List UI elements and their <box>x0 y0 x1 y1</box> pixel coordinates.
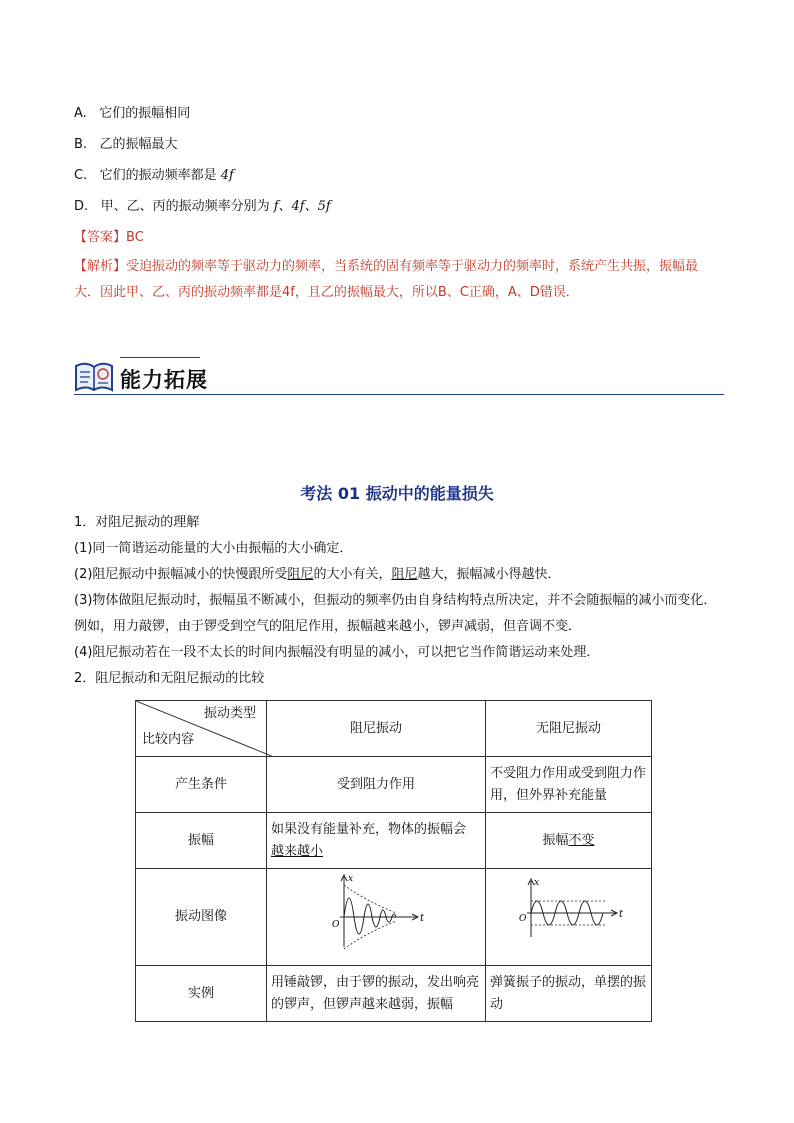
option-text: 它们的振幅相同 <box>99 106 191 121</box>
analysis-text: 受迫振动的频率等于驱动力的频率，当系统的固有频率等于驱动力的频率时，系统产生共振，振幅最大．因此甲、乙、丙的振动频率都是4f，且乙的振幅最大，所以B、C正确，A、D错误． <box>74 259 699 300</box>
row-label: 实例 <box>136 966 267 1022</box>
table-row <box>136 966 652 1022</box>
row-label: 振幅 <box>136 813 267 869</box>
analysis <box>74 254 724 306</box>
row-label: 振动图像 <box>136 869 267 966</box>
origin-label: O <box>332 920 340 930</box>
option-letter: B. <box>74 137 88 152</box>
cell-damped: 用锤敲锣，由于锣的振动，发出响亮的锣声，但锣声越来越弱，振幅 <box>267 966 486 1022</box>
section-title: 能力拓展 <box>120 368 208 392</box>
answer-value: BC <box>126 230 144 245</box>
method-item-1: (1)同一简谐运动能量的大小由振幅的大小确定． <box>74 541 353 556</box>
x-axis-label: t <box>420 913 425 924</box>
option-variable: f、4f、5f <box>273 199 331 214</box>
column-header-undamped: 无阻尼振动 <box>486 701 652 757</box>
table-row <box>136 869 652 966</box>
method-heading-1: 1．对阻尼振动的理解 <box>74 515 200 530</box>
option-text: 乙的振幅最大 <box>99 137 178 152</box>
answer-label: 【答案】 <box>74 230 127 245</box>
undamped-oscillation-graph <box>509 871 629 955</box>
option-letter: C. <box>74 168 88 183</box>
cell-text: 振幅 <box>542 832 569 848</box>
option-letter: A. <box>74 106 87 121</box>
corner-bottom-label: 比较内容 <box>142 732 195 747</box>
option-d <box>74 195 331 214</box>
cell-undamped: 弹簧振子的振动，单摆的振动 <box>486 966 652 1022</box>
corner-top-label: 振动类型 <box>204 706 257 721</box>
x-axis-label: t <box>618 909 623 920</box>
cell-text: 如果没有能量补充，物体的振幅会 <box>271 821 467 837</box>
cell-damped <box>267 813 486 869</box>
cell-underline: 越来越小 <box>271 843 324 859</box>
method-heading-2: 2．阻尼振动和无阻尼振动的比较 <box>74 671 265 686</box>
option-c <box>74 164 234 183</box>
option-text: 甲、乙、丙的振动频率分别为 <box>100 199 270 214</box>
cell-undamped <box>486 813 652 869</box>
y-axis-label: x <box>348 874 354 884</box>
damped-oscillation-graph <box>326 871 426 955</box>
y-axis-label: x <box>533 878 539 888</box>
method-title: 考法 01 振动中的能量损失 <box>300 484 494 503</box>
envelope-bottom <box>344 921 396 949</box>
table-header-row <box>136 701 652 757</box>
cell-undamped: 不受阻力作用或受到阻力作用，但外界补充能量 <box>486 757 652 813</box>
cell-damped-graph <box>267 869 486 966</box>
option-a <box>74 102 190 121</box>
table-row <box>136 813 652 869</box>
option-b <box>74 133 177 152</box>
option-variable: 4f <box>220 168 234 183</box>
column-header-damped: 阻尼振动 <box>267 701 486 757</box>
answer <box>74 226 144 245</box>
damped-curve <box>344 898 396 934</box>
method-item-2 <box>74 562 724 588</box>
header-top-rule <box>120 357 200 358</box>
item-underline: 阻尼 <box>391 567 418 582</box>
method-body <box>74 510 724 692</box>
table-corner-cell <box>136 701 267 757</box>
analysis-label: 【解析】 <box>74 259 127 274</box>
cell-undamped-graph <box>486 869 652 966</box>
row-label: 产生条件 <box>136 757 267 813</box>
item-text: (2)阻尼振动中振幅减小的快慢跟所受 <box>74 567 288 582</box>
cell-underline: 不变 <box>568 832 595 848</box>
table-row <box>136 757 652 813</box>
header-rule <box>74 394 724 395</box>
item-text: 越大，振幅减小得越快． <box>417 567 561 582</box>
item-text: 的大小有关， <box>313 567 392 582</box>
method-item-4: (4)阻尼振动若在一段不太长的时间内振幅没有明显的减小，可以把它当作简谐运动来处理． <box>74 645 600 660</box>
option-letter: D. <box>74 199 89 214</box>
method-item-3: (3)物体做阻尼振动时，振幅虽不断减小，但振动的频率仍由自身结构特点所决定，并不会随振幅的减小而变化．例如，用力敲锣，由于锣受到空气的阻尼作用，振幅越来越小，锣声减弱，但音调不变． <box>74 593 717 634</box>
book-icon <box>74 358 114 394</box>
comparison-table <box>135 700 652 1022</box>
cell-damped: 受到阻力作用 <box>267 757 486 813</box>
origin-label: O <box>518 914 526 924</box>
option-text: 它们的振动频率都是 <box>99 168 217 183</box>
item-underline: 阻尼 <box>287 567 314 582</box>
